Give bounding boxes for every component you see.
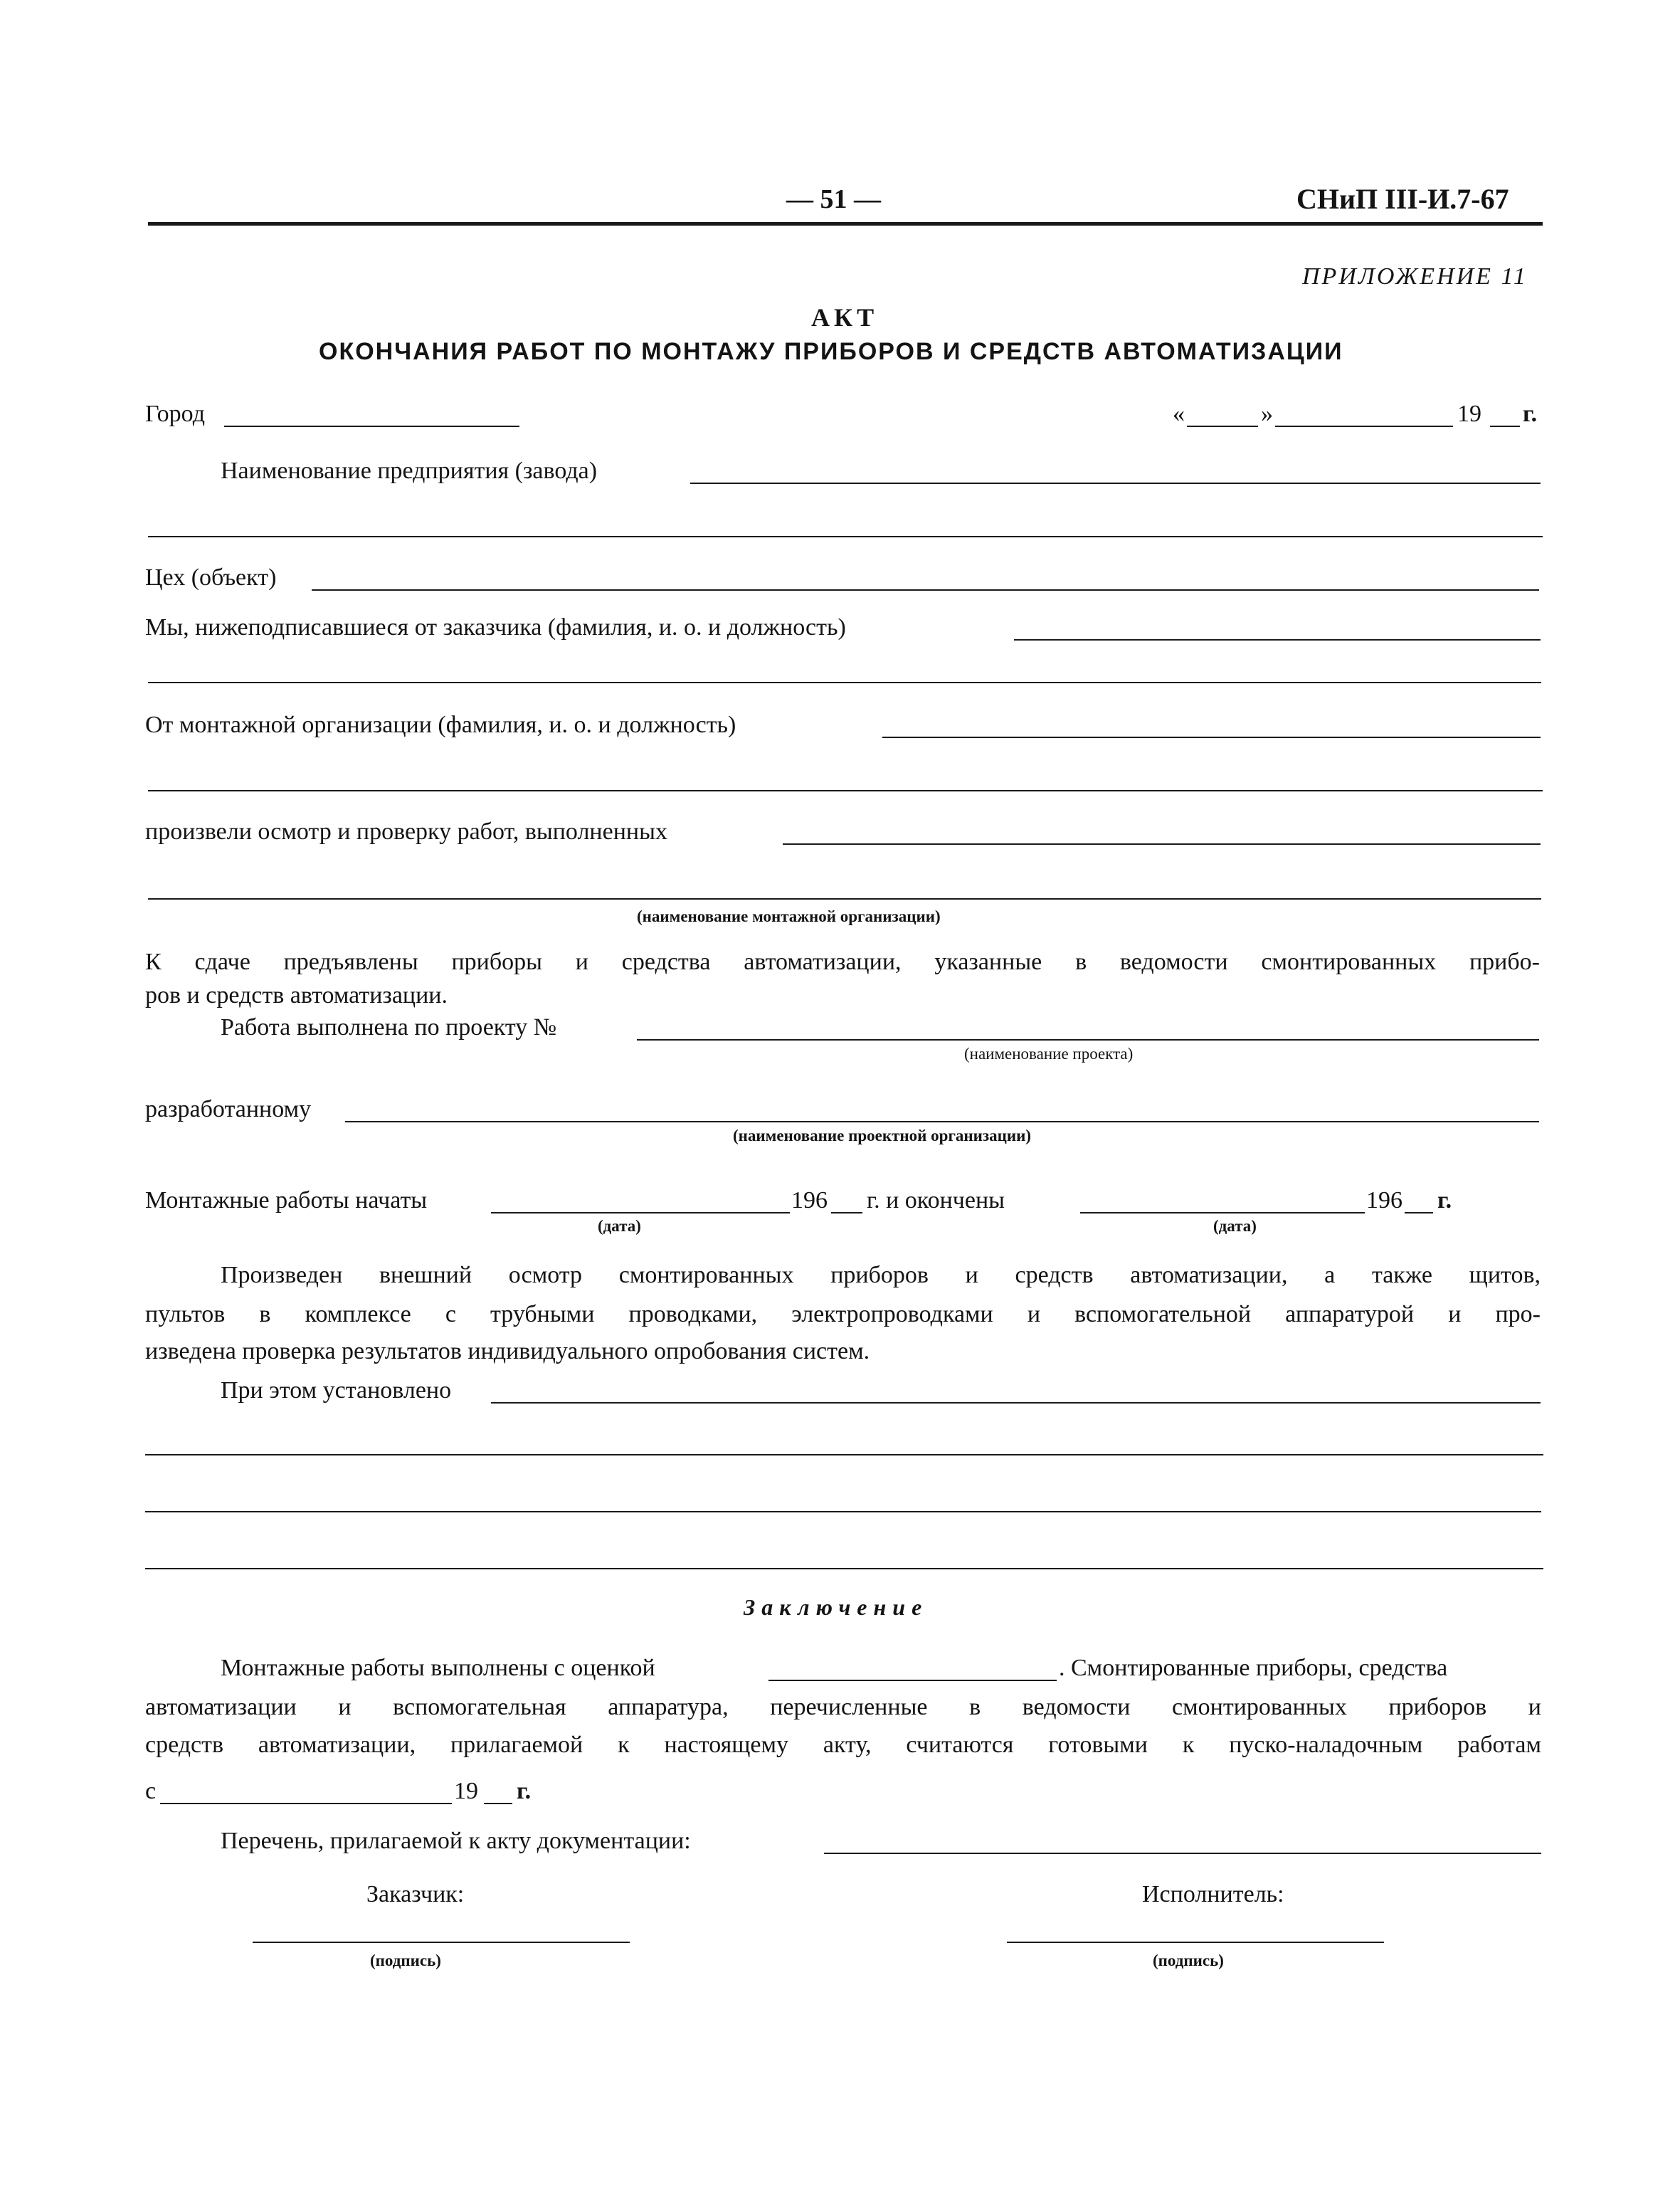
project-label: Работа выполнена по проекту № <box>221 1014 557 1041</box>
ready-from-year-field[interactable] <box>484 1803 512 1804</box>
page-number: — 51 — <box>786 184 881 214</box>
date-day-field[interactable] <box>1187 426 1258 427</box>
docs-field[interactable] <box>824 1853 1541 1854</box>
contractor-signature-label: Исполнитель: <box>1142 1881 1284 1907</box>
customer-signature-field[interactable] <box>253 1942 630 1943</box>
finish-date-field[interactable] <box>1080 1212 1365 1213</box>
established-field-line4[interactable] <box>145 1568 1543 1569</box>
inspection-field[interactable] <box>783 843 1541 845</box>
finish-date-caption: (дата) <box>1213 1217 1257 1235</box>
customer-signature-label: Заказчик: <box>366 1881 465 1907</box>
workshop-field[interactable] <box>312 589 1539 591</box>
docs-label: Перечень, прилагаемой к акту документации: <box>221 1828 691 1854</box>
finished-year-suffix: г. <box>1437 1187 1452 1213</box>
date-open-quote: « <box>1173 401 1185 427</box>
design-org-field[interactable] <box>345 1121 1539 1122</box>
ready-from-year-suffix: г. <box>517 1778 532 1804</box>
city-field[interactable] <box>224 426 519 427</box>
grade-label: Монтажные работы выполнены с оценкой <box>221 1655 655 1681</box>
conclusion-text-line3: средств автоматизации, прилагаемой к настоящему акту, считаются готовыми к пуско-наладочным работам <box>145 1732 1541 1758</box>
city-label: Город <box>145 401 205 427</box>
project-caption: (наименование проекта) <box>964 1045 1134 1063</box>
established-label: При этом установлено <box>221 1377 452 1404</box>
date-year-prefix: 19 <box>1457 401 1481 427</box>
conclusion-text-line1-end: . Смонтированные приборы, средства <box>1059 1655 1448 1681</box>
enterprise-field[interactable] <box>690 483 1541 484</box>
enterprise-label: Наименование предприятия (завода) <box>221 458 598 484</box>
established-field[interactable] <box>491 1402 1541 1404</box>
start-date-field[interactable] <box>491 1212 790 1213</box>
external-text-line2: пультов в комплексе с трубными проводками, электропроводками и вспомогательной аппаратурой и про- <box>145 1301 1541 1327</box>
customer-signature-caption: (подпись) <box>370 1952 441 1969</box>
date-close-quote: » <box>1261 401 1273 427</box>
installer-reps-field-line2[interactable] <box>148 790 1543 791</box>
established-field-line3[interactable] <box>145 1511 1541 1512</box>
inspection-label: произвели осмотр и проверку работ, выполненных <box>145 818 667 845</box>
project-field[interactable] <box>637 1039 1539 1041</box>
start-date-caption: (дата) <box>598 1217 641 1235</box>
installer-org-caption: (наименование монтажной организации) <box>637 907 941 925</box>
finish-year-field[interactable] <box>1405 1212 1433 1213</box>
act-subtitle: ОКОНЧАНИЯ РАБОТ ПО МОНТАЖУ ПРИБОРОВ И СРЕДСТВ АВТОМАТИЗАЦИИ <box>319 338 1343 365</box>
date-year-suffix: г. <box>1523 401 1538 427</box>
presented-text-line2: ров и средств автоматизации. <box>145 982 448 1009</box>
ready-from-label: с <box>145 1778 157 1804</box>
design-org-caption: (наименование проектной организации) <box>733 1127 1032 1144</box>
customer-reps-field[interactable] <box>1014 639 1541 641</box>
installer-reps-field[interactable] <box>882 737 1541 738</box>
installer-org-field[interactable] <box>148 898 1541 900</box>
presented-text-line1: К сдаче предъявлены приборы и средства автоматизации, указанные в ведомости смонтированных прибо- <box>145 949 1540 975</box>
document-code: СНиП III-И.7-67 <box>1296 183 1509 215</box>
workshop-label: Цех (объект) <box>145 564 277 591</box>
started-label: Монтажные работы начаты <box>145 1187 428 1213</box>
external-text-line1: Произведен внешний осмотр смонтированных приборов и средств автоматизации, а также щитов, <box>221 1262 1541 1288</box>
conclusion-text-line2: автоматизации и вспомогательная аппаратура, перечисленные в ведомости смонтированных приборов и <box>145 1694 1541 1720</box>
external-text-line3: изведена проверка результатов индивидуального опробования систем. <box>145 1338 870 1364</box>
act-title: АКТ <box>811 303 879 332</box>
developed-label: разработанному <box>145 1096 312 1122</box>
enterprise-field-line2[interactable] <box>148 536 1543 537</box>
installer-reps-label: От монтажной организации (фамилия, и. о. и должность) <box>145 712 736 738</box>
date-year-field[interactable] <box>1490 426 1520 427</box>
start-year-field[interactable] <box>831 1212 862 1213</box>
finish-year-prefix: 196 <box>1366 1187 1402 1213</box>
customer-reps-label: Мы, нижеподписавшиеся от заказчика (фамилия, и. о. и должность) <box>145 614 846 641</box>
grade-field[interactable] <box>768 1680 1057 1681</box>
established-field-line2[interactable] <box>145 1454 1543 1455</box>
start-year-prefix: 196 <box>791 1187 828 1213</box>
started-year-suffix: г. и окончены <box>867 1187 1005 1213</box>
ready-from-date-field[interactable] <box>160 1803 452 1804</box>
appendix-label: ПРИЛОЖЕНИЕ 11 <box>1302 263 1528 290</box>
customer-reps-field-line2[interactable] <box>148 682 1541 683</box>
contractor-signature-field[interactable] <box>1007 1942 1384 1943</box>
ready-from-year-prefix: 19 <box>454 1778 478 1804</box>
date-month-field[interactable] <box>1275 426 1453 427</box>
contractor-signature-caption: (подпись) <box>1153 1952 1224 1969</box>
header-rule <box>148 222 1543 226</box>
conclusion-heading: Заключение <box>744 1594 929 1620</box>
